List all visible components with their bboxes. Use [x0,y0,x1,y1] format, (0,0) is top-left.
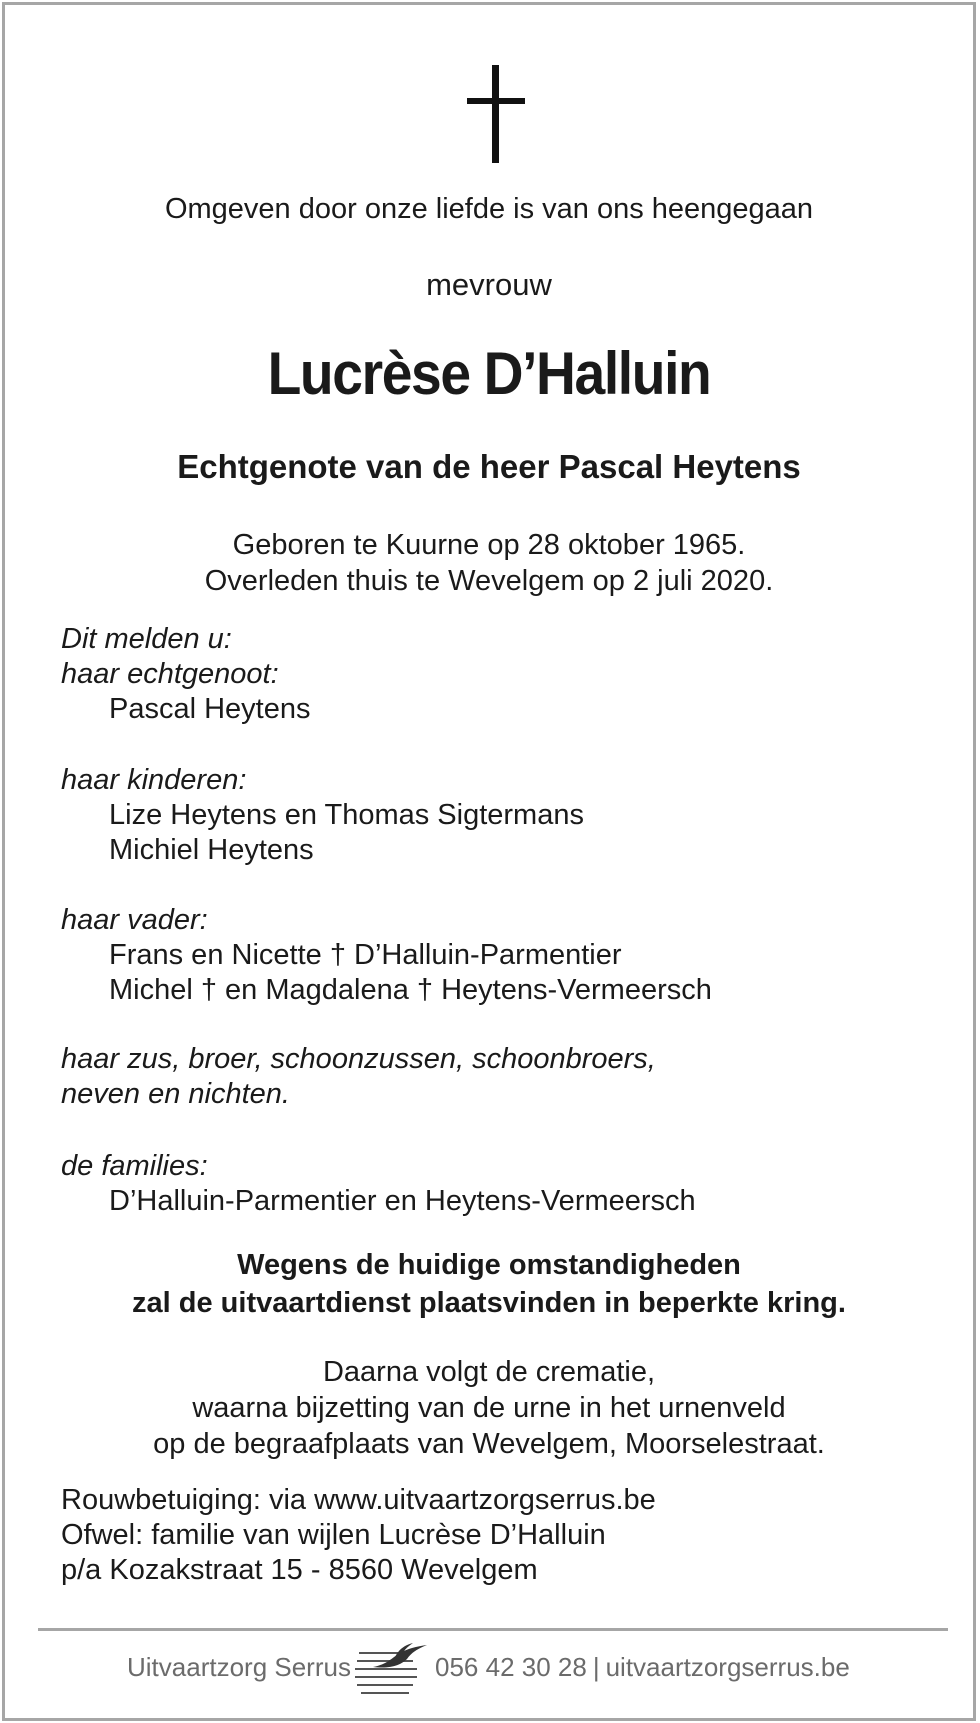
child-entry: Lize Heytens en Thomas Sigtermans [109,799,584,831]
condolence-line: Rouwbetuiging: via www.uitvaartzorgserrus.be [61,1484,656,1516]
cremation-info [5,1354,973,1462]
funeral-home-name: Uitvaartzorg Serrus [127,1652,351,1682]
family-children-section [61,763,584,868]
families-name: D’Halluin-Parmentier en Heytens-Vermeersch [109,1185,696,1217]
families-label: de families: [61,1150,208,1182]
condolence-line: Ofwel: familie van wijlen Lucrèse D’Halluin [61,1519,606,1551]
website-link[interactable]: uitvaartzorgserrus.be [605,1652,850,1682]
obituary-card [2,2,976,1721]
siblings-line: haar zus, broer, schoonzussen, schoonbroers, [61,1043,656,1075]
children-label: haar kinderen: [61,764,247,796]
death-line: Overleden thuis te Wevelgem op 2 juli 2020. [204,565,774,597]
siblings-line: neven en nichten. [61,1078,290,1110]
phone-number: 056 42 30 28 [435,1652,587,1682]
funeral-home-footer [5,1639,973,1699]
restriction-notice [5,1246,973,1322]
family-father-section [61,903,712,1008]
condolence-address: p/a Kozakstraat 15 - 8560 Wevelgem [61,1554,538,1586]
family-families-section [61,1149,696,1219]
father-entry: Michel † en Magdalena † Heytens-Vermeersch [109,974,712,1006]
cremation-line: Daarna volgt de crematie, [322,1356,656,1388]
father-label: haar vader: [61,904,208,936]
notice-line: zal de uitvaartdienst plaatsvinden in beperkte kring. [132,1287,846,1319]
seagull-waves-logo-icon [351,1639,435,1699]
father-entry: Frans en Nicette † D’Halluin-Parmentier [109,939,622,971]
cremation-line: op de begraafplaats van Wevelgem, Moorselestraat. [153,1428,825,1460]
cross-icon [467,65,525,163]
footer-divider [38,1628,948,1631]
cremation-line: waarna bijzetting van de urne in het urnenveld [192,1392,786,1424]
child-entry: Michiel Heytens [109,834,314,866]
family-siblings-section [61,1042,656,1112]
funeral-home-contact [435,1652,850,1683]
deceased-name: Lucrèse D’Halluin [267,340,711,407]
birth-line: Geboren te Kuurne op 28 oktober 1965. [232,529,746,561]
spouse-name: Pascal Heytens [109,693,311,725]
footer-separator: | [592,1652,600,1682]
honorific: mevrouw [426,267,552,302]
notice-line: Wegens de huidige omstandigheden [237,1249,741,1281]
intro-text: Omgeven door onze liefde is van ons heengegaan [164,193,814,225]
announce-label: Dit melden u: [61,623,232,655]
condolence-contact [61,1483,656,1588]
family-spouse-section [61,622,311,727]
life-dates [5,527,973,599]
spouse-line: Echtgenote van de heer Pascal Heytens [177,448,801,485]
spouse-label: haar echtgenoot: [61,658,279,690]
